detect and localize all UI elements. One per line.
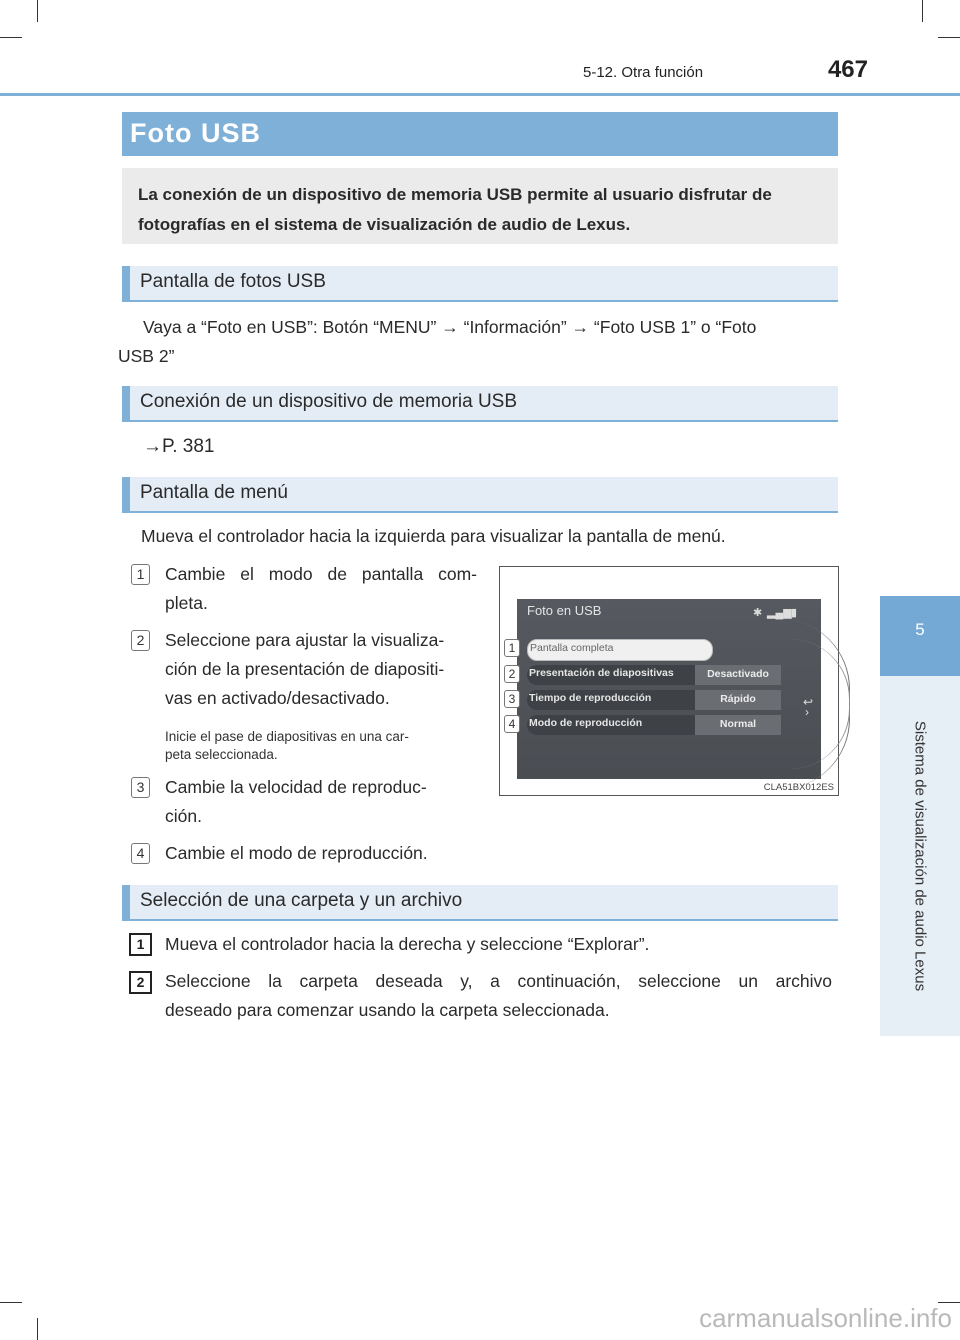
page-title-bar: [122, 112, 838, 156]
battery-icon: ▮: [791, 607, 798, 619]
display-screen: [517, 599, 821, 779]
bluetooth-icon: ✱: [753, 607, 763, 619]
header-rule: [0, 93, 960, 96]
section-heading: [122, 885, 838, 921]
back-icon: ↩: [803, 695, 814, 709]
signal-icon: ▂▄▆: [767, 607, 792, 619]
list-item: Cambie el modo de reproducción.: [165, 843, 428, 863]
menu-row-playback-time: Tiempo de reproducción: [527, 690, 711, 710]
step-text: Mueva el controlador hacia la derecha y seleccione “Explorar”.: [165, 934, 650, 954]
item-number: 2: [131, 630, 150, 651]
step-text: deseado para comenzar usando la carpeta seleccionada.: [165, 1000, 610, 1020]
list-item: Cambie la velocidad de reproduc-: [165, 777, 427, 797]
crop-mark: [922, 0, 923, 22]
list-item: Seleccione para ajustar la visualiza-: [165, 630, 445, 650]
heading-text: Conexión de un dispositivo de memoria USB: [140, 391, 518, 412]
section-title: 5-12. Otra función: [583, 64, 704, 81]
menu-value: Desactivado: [695, 665, 781, 685]
step-number: 2: [129, 971, 152, 994]
heading-text: Pantalla de menú: [140, 482, 288, 503]
crop-mark: [0, 37, 22, 38]
item-number: 1: [131, 564, 150, 585]
item-number: 4: [131, 843, 150, 864]
crop-mark: [0, 1302, 22, 1303]
menu-row-slideshow: Presentación de diapositivas: [527, 665, 711, 685]
section-heading: [122, 266, 838, 302]
step-text: Seleccione la carpeta deseada y, a continuación, seleccione un archivo: [165, 971, 832, 991]
figure-code: CLA51BX012ES: [763, 782, 834, 793]
menu-row-playback-mode: Modo de reproducción: [527, 715, 711, 735]
chapter-number: 5: [915, 620, 925, 639]
crop-mark: [37, 1318, 38, 1340]
heading-text: Pantalla de fotos USB: [140, 271, 326, 292]
list-item: pleta.: [165, 593, 208, 613]
chapter-tab: [880, 596, 960, 676]
body-text: Vaya a “Foto en USB”: Botón “MENU” → “Información” → “Foto USB 1” o “Foto: [143, 317, 757, 337]
menu-value: Normal: [695, 715, 781, 735]
chevron-right-icon: ›: [805, 705, 809, 719]
screen-figure: [499, 566, 839, 796]
section-heading: [122, 386, 838, 422]
body-text: USB 2”: [118, 346, 175, 366]
heading-text: Selección de una carpeta y un archivo: [140, 890, 463, 911]
figure-callout: 2: [504, 665, 520, 683]
watermark-logo: carmanualsonline.info: [699, 1303, 952, 1333]
screen-title: Foto en USB: [527, 603, 602, 618]
item-number: 3: [131, 777, 150, 798]
figure-callout: 3: [504, 690, 520, 708]
crop-mark: [938, 37, 960, 38]
list-item: vas en activado/desactivado.: [165, 688, 390, 708]
figure-callout: 1: [504, 639, 520, 657]
intro-text: La conexión de un dispositivo de memoria USB permite al usuario disfrutar de fotografías en el sistema de visualización de audio de Lexus.: [138, 185, 772, 234]
step-number: 1: [129, 933, 152, 956]
crop-mark: [37, 0, 38, 22]
page-number: 467: [827, 56, 868, 83]
note-text: peta seleccionada.: [165, 747, 278, 762]
intro-box: [122, 168, 838, 244]
body-text: Mueva el controlador hacia la izquierda para visualizar la pantalla de menú.: [141, 526, 726, 546]
list-item: ción.: [165, 806, 202, 826]
figure-callout: 4: [504, 715, 520, 733]
note-text: Inicie el pase de diapositivas en una car-: [165, 729, 409, 744]
menu-value: Rápido: [695, 690, 781, 710]
menu-row-full-screen: Pantalla completa: [527, 639, 713, 661]
page-reference: →P. 381: [143, 436, 215, 457]
section-heading: [122, 477, 838, 513]
page-title: Foto USB: [130, 118, 261, 148]
list-item: ción de la presentación de diapositi-: [165, 659, 445, 679]
chapter-title: Sistema de visualización de audio Lexus: [911, 720, 929, 992]
list-item: Cambie el modo de pantalla com-: [165, 564, 477, 584]
